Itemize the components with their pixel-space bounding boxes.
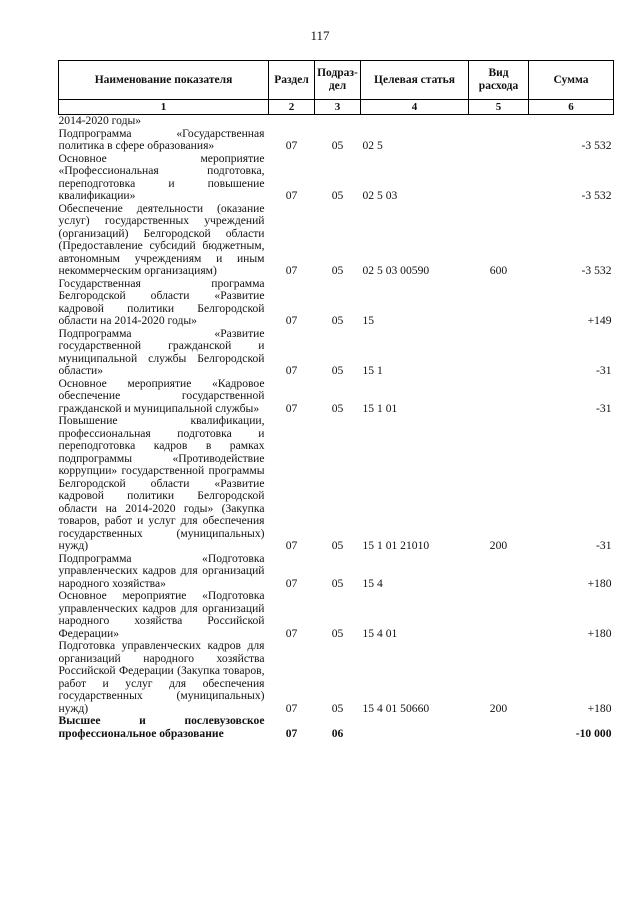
row-type — [469, 153, 529, 203]
header-razdel: Раздел — [269, 61, 315, 100]
table-body — [59, 115, 614, 741]
row-type — [469, 590, 529, 640]
column-index-row — [59, 100, 614, 115]
row-podrazdel — [315, 115, 361, 128]
table-row — [59, 553, 614, 591]
header-row — [59, 61, 614, 100]
row-type — [469, 128, 529, 153]
table-row — [59, 153, 614, 203]
table-row — [59, 115, 614, 128]
header-sum: Сумма — [529, 61, 614, 100]
row-razdel: 07 — [285, 264, 298, 277]
row-type: 200 — [489, 701, 508, 715]
row-sum: -31 — [596, 364, 612, 377]
row-sum: +180 — [587, 701, 612, 715]
row-podrazdel: 05 — [331, 264, 344, 277]
index-cell: 1 — [59, 100, 269, 115]
row-razdel — [269, 115, 315, 128]
index-cell: 4 — [361, 100, 469, 115]
row-target: 02 5 03 00590 — [362, 264, 430, 277]
row-target: 15 4 01 50660 — [362, 701, 430, 715]
row-name: 2014-2020 годы» — [58, 114, 142, 127]
table-row — [59, 328, 614, 378]
row-razdel: 07 — [285, 626, 298, 640]
row-razdel: 07 — [285, 701, 298, 715]
row-podrazdel: 05 — [331, 576, 344, 590]
row-type — [469, 115, 529, 128]
table-row-section-total — [59, 715, 614, 740]
row-podrazdel: 05 — [331, 626, 344, 640]
row-razdel: 07 — [285, 401, 298, 415]
row-type — [469, 715, 529, 740]
row-razdel: 07 — [285, 189, 298, 202]
row-name: Подготовка управленческих кадров для организаций народного хозяйства Российской Федерации (Закупка товаров, работ и услуг для обеспечения государственных (муниципальных) нужд) — [58, 639, 265, 715]
row-target: 15 1 — [362, 364, 383, 377]
row-name: Подпрограмма «Подготовка управленческих кадров для организаций народного хозяйства» — [58, 551, 265, 590]
row-sum: -10 000 — [575, 726, 612, 740]
table-row — [59, 415, 614, 553]
row-name: Подпрограмма «Развитие государственной гражданской и муниципальной службы Белгородской области» — [58, 326, 265, 377]
row-razdel: 07 — [285, 364, 298, 377]
row-razdel: 07 — [285, 314, 298, 327]
header-name: Наименование показателя — [59, 61, 269, 100]
row-sum: +149 — [587, 314, 612, 327]
row-target: 15 1 01 — [362, 401, 398, 415]
index-cell: 5 — [469, 100, 529, 115]
index-cell: 3 — [315, 100, 361, 115]
table-row — [59, 378, 614, 416]
row-target: 15 — [362, 314, 375, 327]
row-name: Основное мероприятие «Профессиональная подготовка, переподготовка и повышение квалификации» — [58, 151, 265, 202]
row-name: Государственная программа Белгородской области «Развитие кадровой политики Белгородской области на 2014-2020 годы» — [58, 276, 265, 327]
row-name: Высшее и послевузовское профессиональное образование — [58, 714, 265, 740]
row-sum: -3 532 — [581, 139, 612, 152]
row-podrazdel: 05 — [331, 364, 344, 377]
row-type — [469, 328, 529, 378]
header-type: Вид расхода — [469, 61, 529, 100]
row-podrazdel: 05 — [331, 401, 344, 415]
row-razdel: 07 — [285, 539, 298, 552]
row-type — [469, 278, 529, 328]
table-row — [59, 640, 614, 715]
row-type — [469, 553, 529, 591]
row-sum: +180 — [587, 626, 612, 640]
budget-table-container — [58, 60, 613, 740]
row-type — [469, 378, 529, 416]
row-sum: -31 — [596, 401, 612, 415]
row-target: 02 5 — [362, 139, 383, 152]
table-row — [59, 590, 614, 640]
row-razdel: 07 — [285, 726, 298, 740]
row-target: 15 1 01 21010 — [362, 539, 430, 552]
row-target: 15 4 — [362, 576, 383, 590]
row-podrazdel: 05 — [331, 701, 344, 715]
row-target — [361, 715, 469, 740]
header-target: Целевая статья — [361, 61, 469, 100]
row-razdel: 07 — [285, 576, 298, 590]
header-podrazdel: Подраз-дел — [315, 61, 361, 100]
row-sum: +180 — [587, 576, 612, 590]
row-target — [361, 115, 469, 128]
table-row — [59, 278, 614, 328]
row-target: 15 4 01 — [362, 626, 398, 640]
row-razdel: 07 — [285, 139, 298, 152]
row-podrazdel: 05 — [331, 314, 344, 327]
row-name: Основное мероприятие «Подготовка управленческих кадров для организаций народного хозяйства Российской Федерации» — [58, 589, 265, 640]
row-sum: -31 — [596, 539, 612, 552]
index-cell: 2 — [269, 100, 315, 115]
row-podrazdel: 06 — [331, 726, 344, 740]
row-sum: -3 532 — [581, 264, 612, 277]
row-podrazdel: 05 — [331, 189, 344, 202]
row-name: Основное мероприятие «Кадровое обеспечение государственной гражданской и муниципальной службы» — [58, 376, 265, 415]
row-type: 200 — [489, 539, 508, 552]
row-target: 02 5 03 — [362, 189, 398, 202]
row-name: Повышение квалификации, профессиональная подготовка и переподготовка кадров в рамках подпрограммы «Противодействие коррупции» государственной программы Белгородской области «Развитие кадровой политики Белгородской области на 2014-2020 годы» (Закупка товаров, работ и услуг для обеспечения государственных (муниципальных) нужд) — [58, 414, 265, 552]
row-podrazdel: 05 — [331, 539, 344, 552]
row-name: Подпрограмма «Государственная политика в сфере образования» — [58, 126, 265, 152]
page-number: 117 — [310, 28, 330, 43]
table-row — [59, 128, 614, 153]
row-sum: -3 532 — [581, 189, 612, 202]
row-name: Обеспечение деятельности (оказание услуг) государственных учреждений (организаций) Белгородской области (Предоставление субсидий бюджетным, автономным учреждениям и иным некоммерческим организациям) — [58, 201, 265, 277]
table-row — [59, 203, 614, 278]
index-cell: 6 — [529, 100, 614, 115]
row-podrazdel: 05 — [331, 139, 344, 152]
row-sum — [529, 115, 614, 128]
row-type: 600 — [489, 264, 508, 277]
budget-table — [58, 60, 614, 740]
